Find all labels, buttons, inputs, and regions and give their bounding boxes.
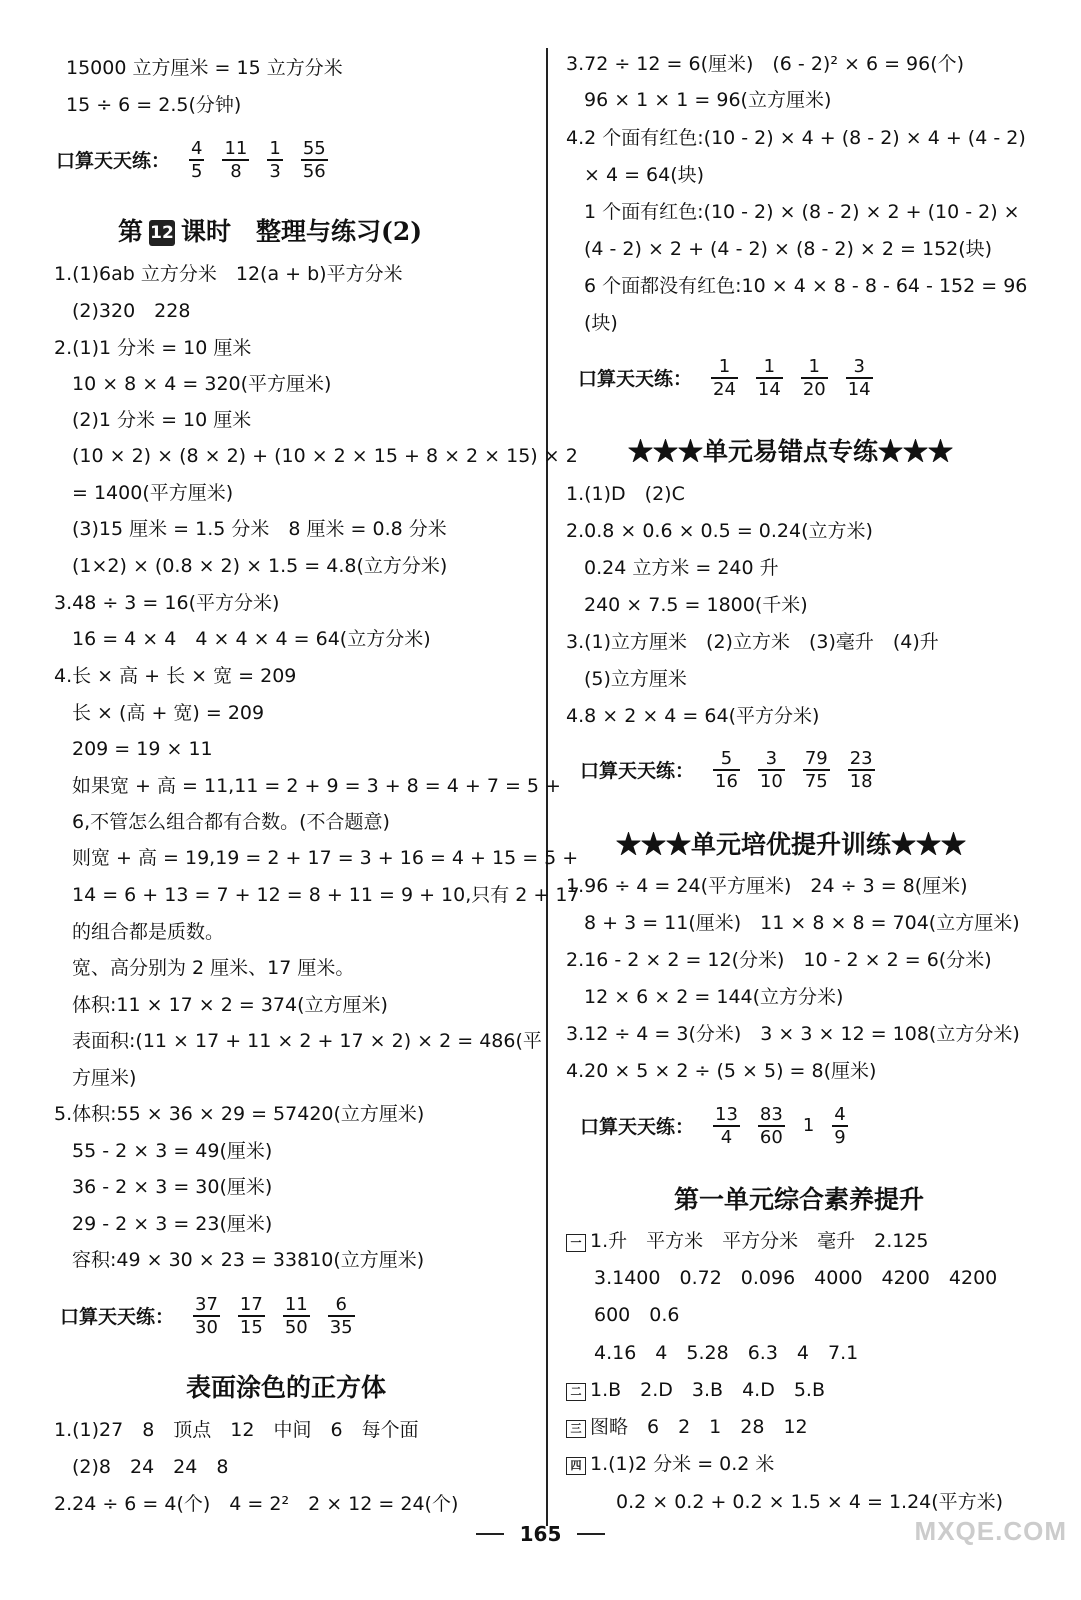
section-heading: ★★★单元易错点专练★★★ [628, 437, 954, 466]
fraction: $\frac{83}{60}$ [759, 1104, 783, 1148]
answer-line: 长 × (高 + 宽) = 209 [72, 702, 265, 724]
lesson-number-badge: 12 [149, 220, 175, 246]
answer-line: 600 0.6 [594, 1304, 680, 1326]
answer-line: 6 个面都没有红色:10 × 4 × 8 - 8 - 64 - 152 = 96 [584, 275, 1028, 297]
oral-label: 口算天天练： [56, 150, 171, 173]
answer-line: 容积:49 × 30 × 23 = 33810(立方厘米) [72, 1249, 425, 1271]
answer-line: 如果宽 + 高 = 11,11 = 2 + 9 = 3 + 8 = 4 + 7 = 5 + [72, 775, 561, 797]
answer-line: 4.2 个面有红色:(10 - 2) × 4 + (8 - 2) × 4 + (4 - 2) [566, 127, 1026, 149]
fraction: $\frac{11}{50}$ [284, 1294, 308, 1338]
watermark: MXQE.COM [914, 1516, 1067, 1546]
fraction: $\frac{13}{4}$ [715, 1104, 738, 1148]
answer-line: (10 × 2) × (8 × 2) + (10 × 2 × 15 + 8 × 2 × 15) × 2 [72, 445, 578, 467]
whole-number: 1 [802, 1115, 815, 1137]
fraction: $\frac{5}{16}$ [715, 748, 738, 792]
answer-line: 240 × 7.5 = 1800(千米) [584, 594, 808, 616]
answer-line: 4.长 × 高 + 长 × 宽 = 209 [54, 665, 297, 687]
answer-line: 2.16 - 2 × 2 = 12(分米) 10 - 2 × 2 = 6(分米) [566, 949, 992, 971]
answer-line: 2.24 ÷ 6 = 4(个) 4 = 2² 2 × 12 = 24(个) [54, 1493, 459, 1515]
answer-line: 14 = 6 + 13 = 7 + 12 = 8 + 11 = 9 + 10,只有 2 + 17 [72, 884, 580, 906]
section-heading: 第一单元综合素养提升 [674, 1185, 925, 1214]
answer-line: 0.2 × 0.2 + 0.2 × 1.5 × 4 = 1.24(平方米) [616, 1491, 1004, 1513]
oral-practice [60, 1294, 364, 1338]
answer-line: 2.(1)1 分米 = 10 厘米 [54, 337, 252, 359]
answer-line: 二 1.B 2.D 3.B 4.D 5.B [566, 1378, 825, 1402]
fraction: $\frac{1}{14}$ [757, 356, 781, 400]
answer-line: 的组合都是质数。 [72, 921, 225, 943]
fraction: $\frac{6}{35}$ [329, 1294, 353, 1338]
answer-line: 3.1400 0.72 0.096 4000 4200 4200 [594, 1267, 998, 1289]
fraction: $\frac{4}{9}$ [834, 1104, 846, 1148]
answer-line: 36 - 2 × 3 = 30(厘米) [72, 1176, 273, 1198]
answer-line: (1×2) × (0.8 × 2) × 1.5 = 4.8(立方分米) [72, 555, 448, 577]
answer-line: (块) [584, 312, 618, 334]
section-mark: 二 [566, 1383, 586, 1401]
answer-line: 1.(1)D (2)C [566, 483, 685, 505]
answer-line: 15 ÷ 6 = 2.5(分钟) [66, 94, 242, 116]
fraction: $\frac{3}{10}$ [759, 748, 783, 792]
answer-line: 2.0.8 × 0.6 × 0.5 = 0.24(立方米) [566, 520, 873, 542]
answer-line: 方厘米) [72, 1067, 137, 1089]
answer-line: 4.20 × 5 × 2 ÷ (5 × 5) = 8(厘米) [566, 1060, 877, 1082]
answer-line: 10 × 8 × 4 = 320(平方厘米) [72, 373, 332, 395]
oral-label: 口算天天练： [580, 760, 695, 783]
fraction: $\frac{11}{8}$ [224, 138, 248, 182]
section-heading: 第 12 课时 整理与练习(2) [118, 217, 423, 246]
oral-label: 口算天天练： [578, 368, 693, 391]
answer-line: (2)1 分米 = 10 厘米 [72, 409, 252, 431]
answer-line: 1.(1)27 8 顶点 12 中间 6 每个面 [54, 1419, 419, 1441]
answer-line: (3)15 厘米 = 1.5 分米 8 厘米 = 0.8 分米 [72, 518, 447, 540]
oral-practice [580, 1104, 857, 1148]
answer-line: (2)320 228 [72, 300, 191, 322]
answer-line: × 4 = 64(块) [584, 164, 705, 186]
answer-line: 四 1.(1)2 分米 = 0.2 米 [566, 1452, 774, 1476]
answer-line: (2)8 24 24 8 [72, 1456, 229, 1478]
answer-line: 1.(1)6ab 立方分米 12(a + b)平方分米 [54, 263, 403, 285]
answer-line: 209 = 19 × 11 [72, 738, 213, 760]
answer-line: 4.8 × 2 × 4 = 64(平方分米) [566, 705, 820, 727]
answer-line: 体积:11 × 17 × 2 = 374(立方厘米) [72, 994, 388, 1016]
answer-line: 3.(1)立方厘米 (2)立方米 (3)毫升 (4)升 [566, 631, 939, 653]
answer-line: 29 - 2 × 3 = 23(厘米) [72, 1213, 273, 1235]
section-heading: ★★★单元培优提升训练★★★ [616, 830, 967, 859]
section-heading: 表面涂色的正方体 [186, 1373, 387, 1402]
answer-line: 则宽 + 高 = 19,19 = 2 + 17 = 3 + 16 = 4 + 15 = 5 + [72, 847, 579, 869]
answer-line: 1 个面有红色:(10 - 2) × (8 - 2) × 2 + (10 - 2) × [584, 201, 1020, 223]
fraction: $\frac{23}{18}$ [849, 748, 873, 792]
answer-line: 3.12 ÷ 4 = 3(分米) 3 × 3 × 12 = 108(立方分米) [566, 1023, 1020, 1045]
answer-line: 宽、高分别为 2 厘米、17 厘米。 [72, 957, 355, 979]
answer-line: 1.96 ÷ 4 = 24(平方厘米) 24 ÷ 3 = 8(厘米) [566, 875, 968, 897]
answer-line: 6,不管怎么组合都有合数。(不合题意) [72, 811, 390, 833]
fraction: $\frac{37}{30}$ [195, 1294, 218, 1338]
section-mark: 三 [566, 1420, 586, 1438]
section-mark: 四 [566, 1457, 586, 1475]
fraction: $\frac{17}{15}$ [239, 1294, 263, 1338]
fraction: $\frac{3}{14}$ [847, 356, 871, 400]
answer-line: 5.体积:55 × 36 × 29 = 57420(立方厘米) [54, 1103, 425, 1125]
answer-line: 0.24 立方米 = 240 升 [584, 557, 779, 579]
answer-line: 12 × 6 × 2 = 144(立方分米) [584, 986, 844, 1008]
answer-line: (4 - 2) × 2 + (4 - 2) × (8 - 2) × 2 = 152(块) [584, 238, 993, 260]
answer-line: 三 图略 6 2 1 28 12 [566, 1415, 808, 1439]
answer-line: 3.48 ÷ 3 = 16(平方分米) [54, 592, 280, 614]
fraction: $\frac{79}{75}$ [804, 748, 828, 792]
answer-line: 8 + 3 = 11(厘米) 11 × 8 × 8 = 704(立方厘米) [584, 912, 1020, 934]
fraction: $\frac{4}{5}$ [191, 138, 203, 182]
answer-line: 96 × 1 × 1 = 96(立方厘米) [584, 89, 832, 111]
answer-line: 55 - 2 × 3 = 49(厘米) [72, 1140, 273, 1162]
answer-line: 15000 立方厘米 = 15 立方分米 [66, 57, 343, 79]
fraction: $\frac{1}{24}$ [713, 356, 736, 400]
answer-line: (5)立方厘米 [584, 668, 687, 690]
page-number: 165 [0, 1522, 1081, 1546]
answer-line: 一 1.升 平方米 平方分米 毫升 2.125 [566, 1229, 929, 1253]
oral-practice [578, 356, 882, 400]
oral-label: 口算天天练： [580, 1116, 695, 1139]
oral-practice [56, 138, 337, 182]
fraction: $\frac{1}{3}$ [269, 138, 281, 182]
answer-line: = 1400(平方厘米) [72, 482, 234, 504]
answer-line: 表面积:(11 × 17 + 11 × 2 + 17 × 2) × 2 = 486(平 [72, 1030, 542, 1052]
answer-line: 16 = 4 × 4 4 × 4 × 4 = 64(立方分米) [72, 628, 431, 650]
fraction: $\frac{1}{20}$ [802, 356, 826, 400]
answer-line: 3.72 ÷ 12 = 6(厘米) (6 - 2)² × 6 = 96(个) [566, 53, 965, 75]
fraction: $\frac{55}{56}$ [302, 138, 326, 182]
oral-label: 口算天天练： [60, 1306, 175, 1329]
section-mark: 一 [566, 1234, 586, 1252]
answer-line: 4.16 4 5.28 6.3 4 7.1 [594, 1342, 859, 1364]
oral-practice [580, 748, 884, 792]
